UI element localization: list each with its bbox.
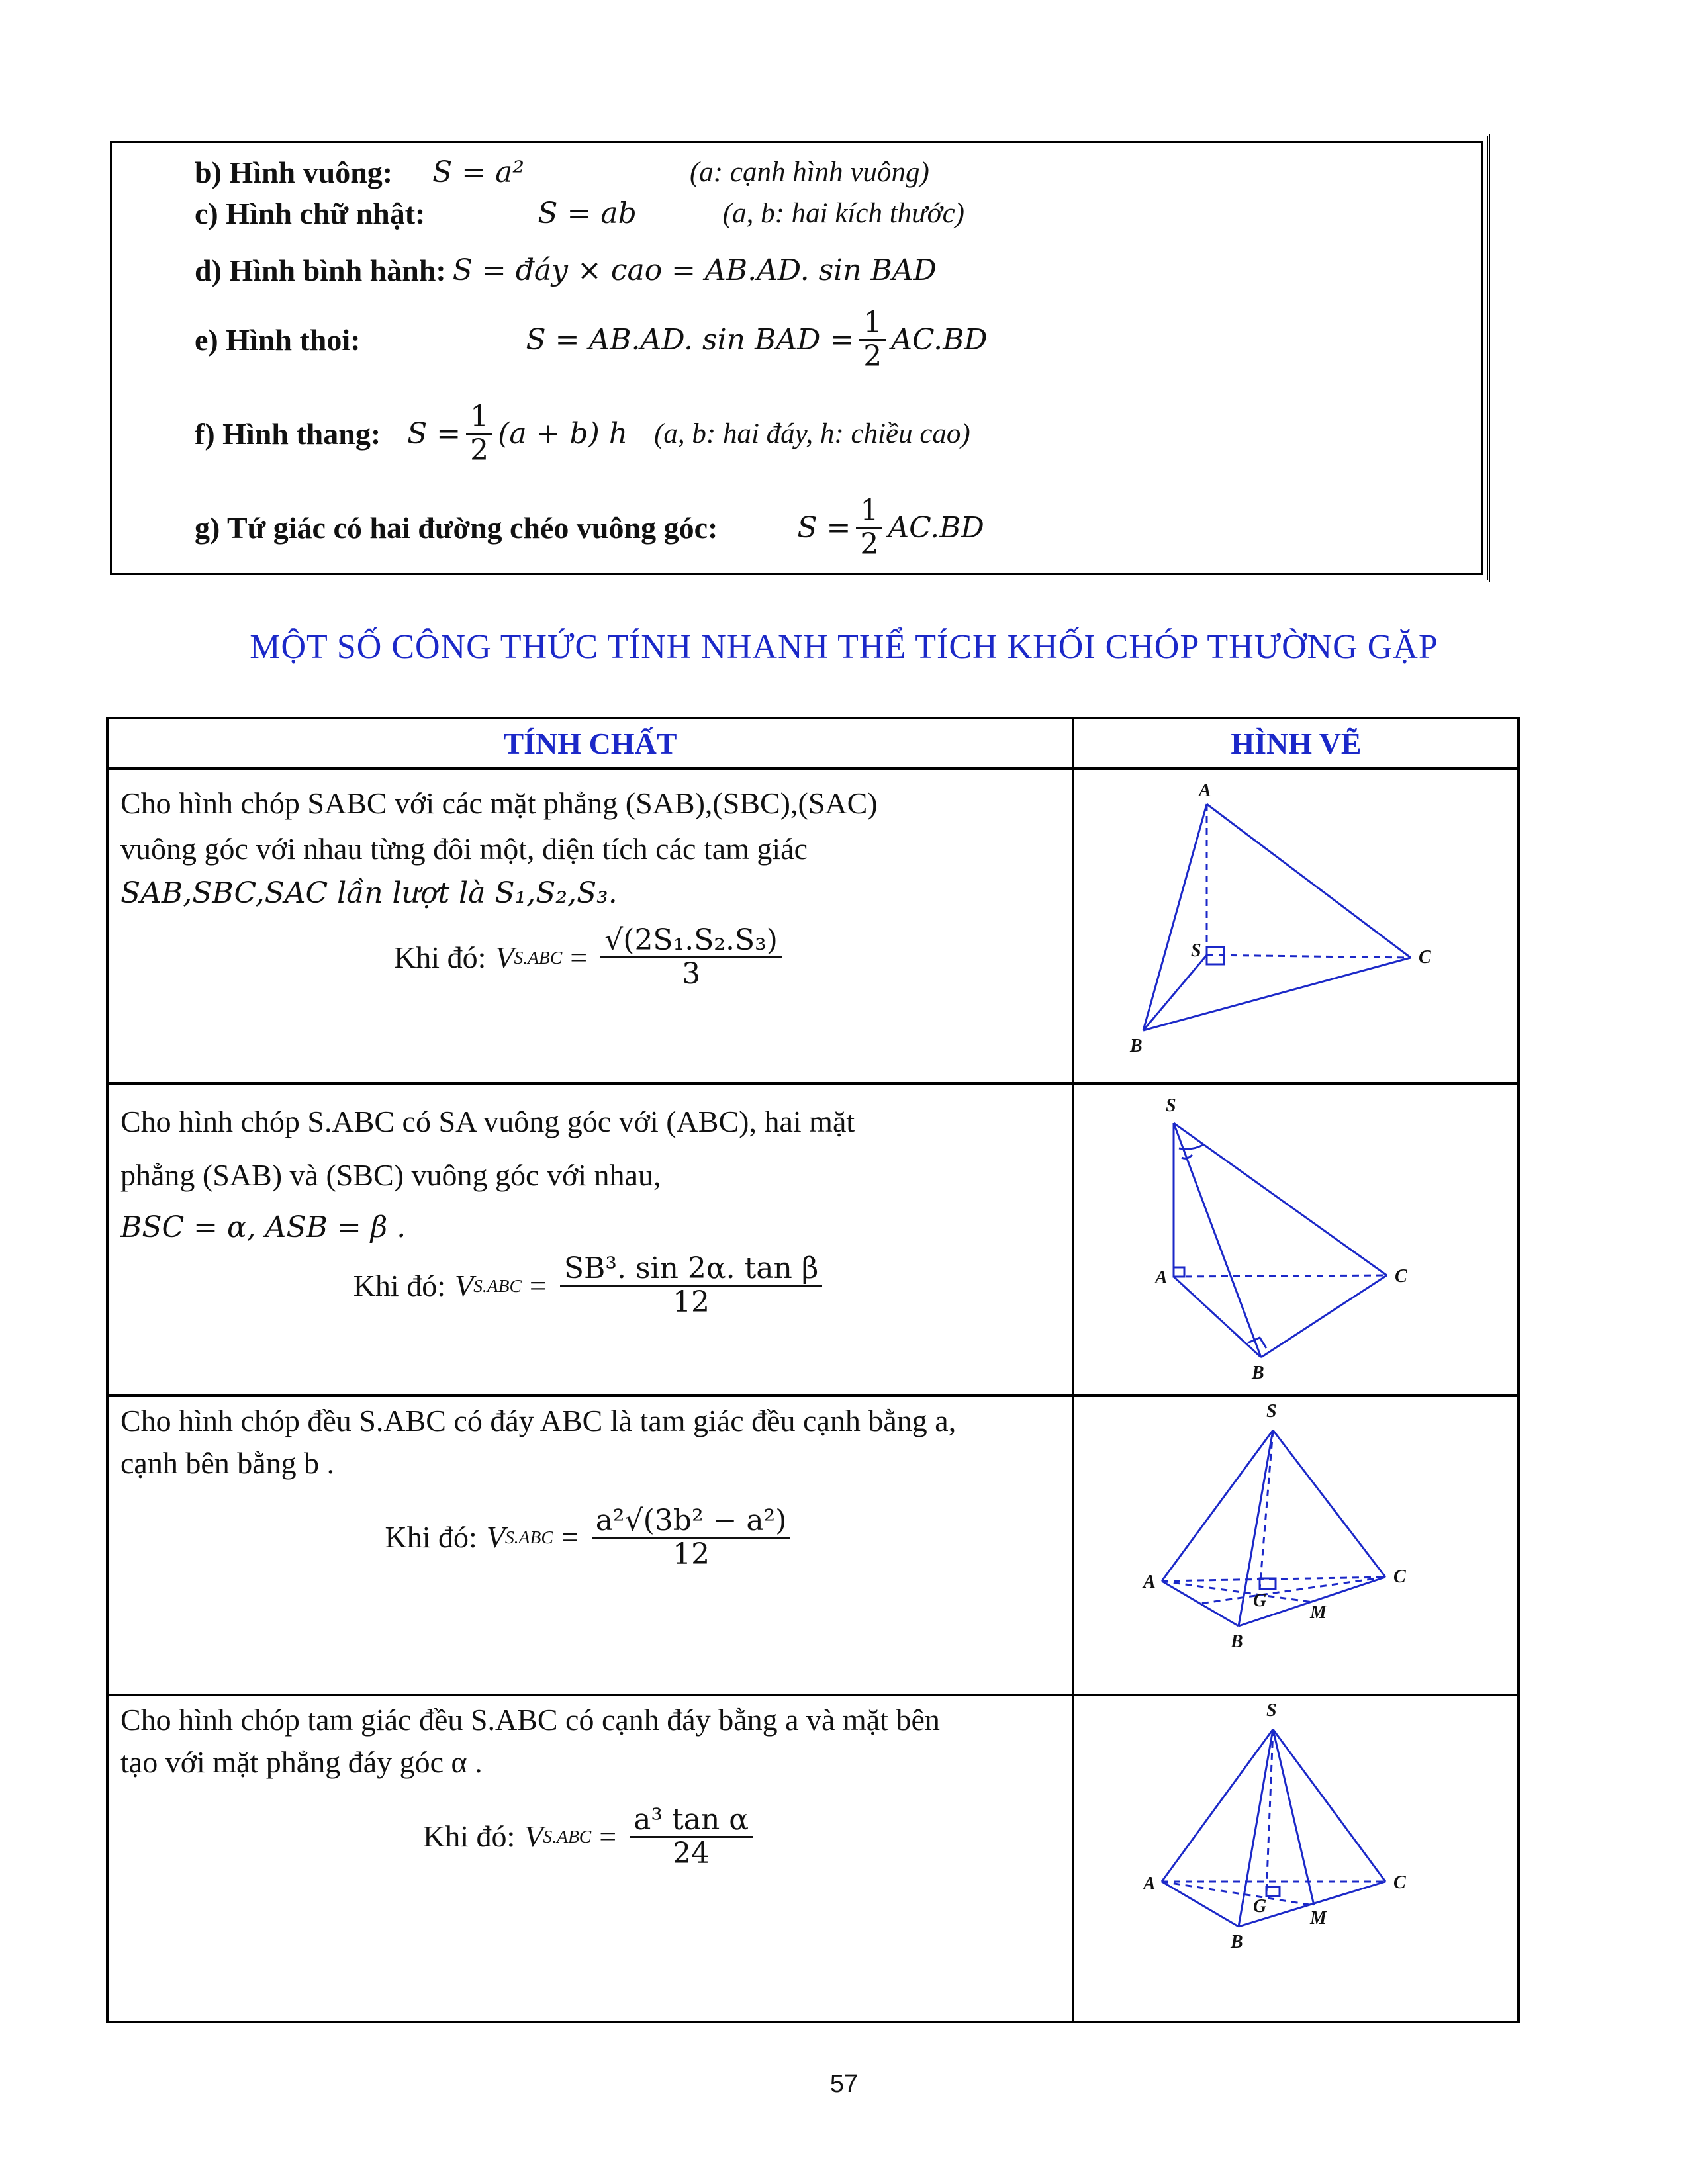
volume-formula xyxy=(120,1804,1060,1870)
vertex-label: S xyxy=(1266,1700,1277,1721)
fraction xyxy=(592,1505,791,1571)
formula-expression: AC.BD xyxy=(888,511,984,545)
fraction-denominator: 12 xyxy=(673,1537,710,1572)
row-text-line: tạo với mặt phẳng đáy góc α . xyxy=(120,1745,483,1780)
formula-row-trapezoid xyxy=(195,401,970,467)
fraction-denominator: 24 xyxy=(673,1837,710,1871)
fraction-denominator: 3 xyxy=(682,957,701,991)
table-row-text xyxy=(120,1699,1060,1870)
vertex-label: M xyxy=(1310,1908,1327,1929)
formula-note: (a, b: hai kích thước) xyxy=(722,198,964,229)
vertex-label: A xyxy=(1199,780,1211,801)
fraction-numerator: a²√(3b² − a²) xyxy=(592,1505,791,1539)
fraction xyxy=(859,307,886,373)
vertex-label: B xyxy=(1231,1631,1243,1652)
fraction xyxy=(630,1804,753,1870)
section-heading: MỘT SỐ CÔNG THỨC TÍNH NHANH THỂ TÍCH KHỐI CHÓP THƯỜNG GẶP xyxy=(250,628,1438,666)
formula-expression: S = ab xyxy=(538,197,637,230)
vertex-label: B xyxy=(1130,1036,1143,1056)
formula-row-rectangle xyxy=(195,196,964,231)
equals-sign: = xyxy=(529,1268,547,1302)
formula-label: d) Hình bình hành: xyxy=(195,253,446,287)
formula-label: f) Hình thang: xyxy=(195,417,381,451)
formula-expression: S = AB.AD. sin BAD = xyxy=(526,323,855,357)
vertex-label: B xyxy=(1231,1932,1243,1952)
figure-regular-pyramid-edge xyxy=(1074,1397,1518,1692)
fraction-numerator: SB³. sin 2α. tan β xyxy=(560,1253,822,1287)
formula-expression: S = xyxy=(407,417,461,451)
volume-formula xyxy=(120,1505,1060,1571)
fraction-numerator: 1 xyxy=(466,401,492,435)
row-text-line: phẳng (SAB) và (SBC) vuông góc với nhau, xyxy=(120,1158,661,1192)
fraction-denominator: 2 xyxy=(863,340,882,374)
vertex-label: C xyxy=(1395,1266,1407,1287)
equals-sign: = xyxy=(561,1520,579,1555)
formula-label: c) Hình chữ nhật: xyxy=(195,197,426,230)
row-text-line: Cho hình chóp S.ABC có SA vuông góc với (ABC), hai mặt xyxy=(120,1105,855,1138)
vertex-label: A xyxy=(1143,1572,1156,1592)
volume-formula xyxy=(120,925,1060,991)
formula-note: (a: cạnh hình vuông) xyxy=(689,157,929,188)
volume-formula xyxy=(120,1253,1060,1319)
page-number: 57 xyxy=(829,2070,859,2098)
formula-expression: AC.BD xyxy=(891,323,988,357)
fraction xyxy=(466,401,492,467)
vertex-label: C xyxy=(1393,1567,1406,1587)
fraction-denominator: 12 xyxy=(673,1285,710,1320)
vertex-label: G xyxy=(1253,1896,1267,1917)
volume-symbol: V xyxy=(486,1520,505,1555)
figure-pyramid-trirectangular xyxy=(1074,770,1518,1081)
vertex-label: S xyxy=(1166,1095,1176,1116)
row-text-line: Cho hình chóp tam giác đều S.ABC có cạnh đáy bằng a và mặt bên xyxy=(120,1703,940,1737)
vertex-label: A xyxy=(1143,1874,1156,1894)
fraction-numerator: a³ tan α xyxy=(630,1804,753,1838)
formula-row-quadrilateral xyxy=(195,495,984,561)
formula-row-rhombus xyxy=(195,307,988,373)
equals-sign: = xyxy=(570,940,588,975)
row-text-line: Cho hình chóp SABC với các mặt phẳng (SAB),(SBC),(SAC) xyxy=(120,786,878,820)
vertex-label: C xyxy=(1419,947,1431,968)
vertex-label: M xyxy=(1310,1602,1327,1623)
volume-symbol: V xyxy=(495,940,514,975)
formula-expression: S = a² xyxy=(432,156,524,189)
fraction-numerator: 1 xyxy=(859,307,886,341)
fraction xyxy=(856,495,882,561)
formula-label: e) Hình thoi: xyxy=(195,323,361,357)
formula-label: g) Tứ giác có hai đường chéo vuông góc: xyxy=(195,511,718,545)
khi-do-label: Khi đó: xyxy=(423,1819,516,1854)
volume-subscript: S.ABC xyxy=(473,1275,522,1296)
volume-symbol: V xyxy=(454,1268,474,1302)
header-properties: TÍNH CHẤT xyxy=(503,726,677,760)
row-text-line: BSC = α, ASB = β . xyxy=(120,1210,406,1244)
equals-sign: = xyxy=(599,1819,617,1854)
formula-expression: (a + b) h xyxy=(498,417,628,451)
fraction-numerator: 1 xyxy=(856,495,882,529)
row-text-line: vuông góc với nhau từng đôi một, diện tích các tam giác xyxy=(120,832,808,866)
table-row-text xyxy=(120,780,1060,991)
fraction-denominator: 2 xyxy=(860,527,879,562)
fraction xyxy=(560,1253,822,1319)
figure-regular-pyramid-angle xyxy=(1074,1696,1518,2021)
row-text-line: cạnh bên bằng b . xyxy=(120,1446,335,1480)
vertex-label: G xyxy=(1253,1590,1267,1611)
vertex-label: S xyxy=(1191,940,1201,961)
fraction-numerator: √(2S₁.S₂.S₃) xyxy=(600,925,782,958)
vertex-label: B xyxy=(1252,1363,1264,1383)
formula-label: b) Hình vuông: xyxy=(195,156,393,189)
header-figure: HÌNH VẼ xyxy=(1231,726,1362,760)
volume-subscript: S.ABC xyxy=(504,1527,553,1548)
formula-note: (a, b: hai đáy, h: chiều cao) xyxy=(654,418,970,450)
khi-do-label: Khi đó: xyxy=(353,1268,445,1302)
volume-symbol: V xyxy=(524,1819,543,1854)
fraction xyxy=(600,925,782,991)
row-text-line: Cho hình chóp đều S.ABC có đáy ABC là tam giác đều cạnh bằng a, xyxy=(120,1404,957,1437)
vertex-label: A xyxy=(1155,1267,1168,1288)
area-formula-box xyxy=(103,134,1490,582)
khi-do-label: Khi đó: xyxy=(394,940,487,975)
table-row-text xyxy=(120,1095,1060,1319)
vertex-label: S xyxy=(1266,1401,1277,1422)
vertex-label: C xyxy=(1393,1872,1406,1893)
row-text-line: SAB,SBC,SAC lần lượt là S₁,S₂,S₃. xyxy=(120,876,618,910)
formula-expression: S = đáy × cao = AB.AD. sin BAD xyxy=(452,253,937,287)
volume-formula-table xyxy=(106,717,1520,2023)
table-row-text xyxy=(120,1400,1060,1571)
formula-row-square xyxy=(195,155,929,190)
volume-subscript: S.ABC xyxy=(514,947,563,968)
formula-row-parallelogram xyxy=(195,253,937,288)
khi-do-label: Khi đó: xyxy=(385,1520,477,1555)
formula-expression: S = xyxy=(797,511,851,545)
figure-pyramid-sa-perpendicular xyxy=(1074,1085,1518,1393)
fraction-denominator: 2 xyxy=(470,433,489,468)
volume-subscript: S.ABC xyxy=(543,1826,592,1847)
